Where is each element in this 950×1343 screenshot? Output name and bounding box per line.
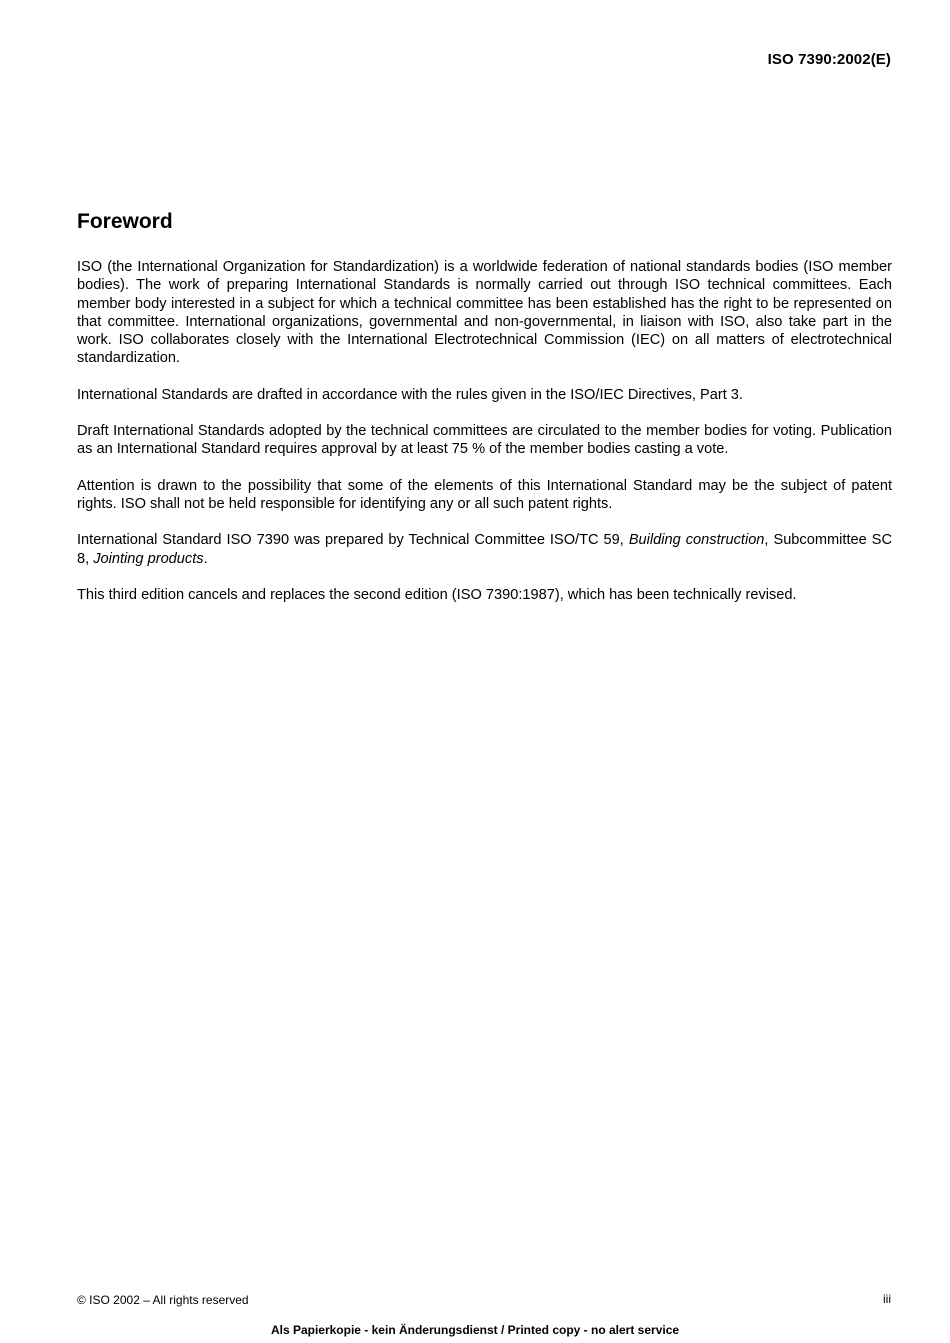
- paragraph-prepared-by: [77, 531, 892, 568]
- paragraph-iso-intro: ISO (the International Organization for Standardization) is a worldwide federation of national standards bodies (ISO member bodies). The work of preparing International Standards is normally carried out through ISO technical committees. Each member body interested in a subject for which a technical committee has been established has the right to be represented on that committee. International organizations, governmental and non-governmental, in liaison with ISO, also take part in the work. ISO collaborates closely with the International Electrotechnical Commission (IEC) on all matters of electrotechnical standardization.: [77, 259, 892, 367]
- page-title: Foreword: [77, 210, 173, 233]
- footer-page-number: iii: [883, 1292, 891, 1306]
- footer-print-notice: Als Papierkopie - kein Änderungsdienst / Printed copy - no alert service: [270, 1323, 680, 1337]
- document-id-header: ISO 7390:2002(E): [767, 51, 891, 68]
- prepared-by-suffix: .: [203, 550, 208, 567]
- committee-name: Building construction: [628, 532, 765, 549]
- footer-copyright: © ISO 2002 – All rights reserved: [77, 1293, 249, 1307]
- paragraph-patent-rights: Attention is drawn to the possibility that some of the elements of this International Standard may be the subject of patent rights. ISO shall not be held responsible for identifying any or all such patent rights.: [77, 477, 892, 512]
- foreword-body: [77, 258, 892, 622]
- subcommittee-name: Jointing products: [93, 550, 204, 567]
- paragraph-voting: Draft International Standards adopted by the technical committees are circulated to the member bodies for voting. Publication as an International Standard requires approval by at least 75 % of the member bodies casting a vote.: [77, 423, 892, 458]
- prepared-by-prefix: International Standard ISO 7390 was prepared by Technical Committee ISO/TC 59,: [77, 532, 629, 549]
- paragraph-edition-note: This third edition cancels and replaces the second edition (ISO 7390:1987), which has been technically revised.: [77, 586, 797, 603]
- prepared-by-middle: , Subcommittee SC 8,: [77, 532, 892, 567]
- paragraph-directives: International Standards are drafted in accordance with the rules given in the ISO/IEC Directives, Part 3.: [77, 386, 743, 403]
